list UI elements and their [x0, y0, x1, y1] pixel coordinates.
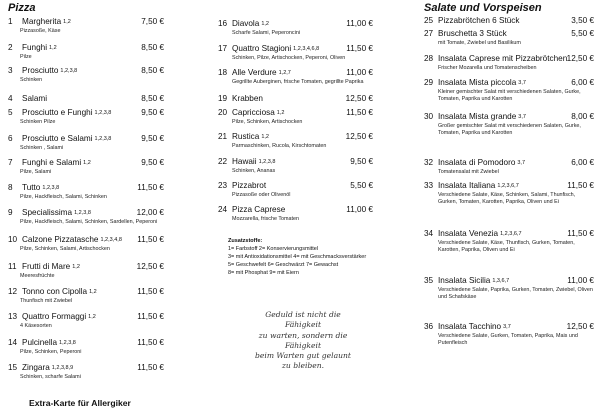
item-additive-codes: 1,2 [88, 314, 96, 320]
item-additive-codes: 1,2,3,8 [94, 136, 112, 142]
menu-item [8, 362, 164, 381]
menu-item-line [218, 204, 373, 216]
menu-item [218, 93, 373, 105]
item-price: 11,50 € [137, 312, 164, 321]
item-price: 9,50 € [141, 108, 164, 117]
item-additive-codes: 1,2,3,8 [258, 159, 276, 165]
item-name: Insalata Mista piccola [438, 78, 517, 87]
item-name: Pulcinella [22, 338, 58, 347]
item-name: Pizza Caprese [232, 205, 286, 214]
additive-line: 3= mit Antioxidationsmittel 4= mit Geschmacksverstärker [228, 254, 367, 260]
item-price: 11,00 € [346, 68, 373, 77]
item-price: 7,50 € [141, 17, 164, 26]
item-additive-codes: 1,2 [72, 264, 80, 270]
item-description: Verschiedene Salate, Käse, Schinken, Salami, Thunfisch, Gurken, Tomaten, Karotten, Paprika, Oliven und Ei [438, 192, 576, 205]
item-additive-codes: 1,2,3,6,7 [497, 183, 519, 189]
item-description: Mozzarella, frische Tomaten [232, 216, 300, 222]
menu-item [8, 337, 164, 356]
item-price: 6,00 € [571, 158, 594, 167]
item-price: 11,00 € [567, 276, 594, 285]
item-price: 11,50 € [346, 44, 373, 53]
menu-item-line [8, 337, 164, 349]
item-name: Quattro Stagioni [232, 44, 292, 53]
quote-line: Fähigkeit [284, 340, 322, 350]
menu-item-line [8, 234, 164, 246]
item-number: 5 [8, 108, 13, 117]
item-number: 21 [218, 132, 228, 141]
menu-item [424, 77, 594, 103]
item-description: Tomatensalat mit Zwiebel [438, 169, 499, 175]
item-name: Hawaii [232, 157, 257, 166]
item-description: Verschiedene Salate, Paprika, Gurken, Tomaten, Zwiebel, Oliven und Schafskäse [438, 287, 593, 300]
item-additive-codes: 3,7 [503, 324, 511, 330]
item-name: Insalata Tacchino [438, 322, 502, 331]
item-additive-codes: 1,2 [276, 110, 285, 116]
menu-item-line [424, 180, 594, 192]
item-price: 8,50 € [141, 43, 164, 52]
item-name: Margherita [22, 17, 62, 26]
quote-line: zu bleiben. [281, 361, 325, 371]
menu-item [424, 53, 594, 72]
item-name: Insalata Mista grande [438, 112, 517, 121]
item-additive-codes: 1,2,3,8 [60, 68, 78, 74]
item-number: 13 [8, 312, 18, 321]
item-additive-codes: 1,2,3,8 [59, 340, 76, 346]
item-additive-codes: 1,2,3,4,6,8 [293, 46, 320, 52]
item-additive-codes: 1,2 [261, 134, 269, 140]
menu-item-line [218, 180, 373, 192]
menu-item [8, 93, 164, 105]
menu-item [218, 18, 373, 37]
item-description: mit Tomate, Zwiebel und Basilikum [438, 40, 521, 46]
additive-line: 8= mit Phosphat 9= mit Eiern [228, 270, 299, 276]
salate-title: Salate und Vorspeisen [424, 2, 542, 14]
item-description: Schinken , Salami [20, 145, 64, 151]
menu-item-line [8, 182, 164, 194]
item-number: 28 [424, 54, 434, 63]
menu-item [8, 107, 164, 126]
item-number: 32 [424, 158, 434, 167]
item-number: 35 [424, 276, 434, 285]
item-description: Pilze, Schinken, Salami, Artischocken [20, 246, 110, 252]
item-number: 18 [218, 68, 228, 77]
item-price: 11,00 € [346, 19, 373, 28]
menu-item-line [424, 53, 594, 65]
item-number: 11 [8, 262, 17, 271]
item-name: Prosciutto e Funghi [22, 108, 93, 117]
menu-item [8, 65, 164, 84]
menu-item-line [218, 107, 373, 119]
item-price: 8,50 € [141, 66, 164, 75]
menu-item-line [8, 42, 164, 54]
item-description: Pilze, Salami [20, 169, 52, 175]
item-number: 1 [8, 17, 13, 26]
item-price: 8,00 € [571, 112, 594, 121]
item-price: 11,50 € [567, 181, 594, 190]
item-name: Insalata Venezia [438, 229, 499, 238]
quote [236, 310, 370, 372]
item-description: Thunfisch mit Zwiebel [20, 298, 73, 304]
menu-item [8, 311, 164, 330]
item-number: 7 [8, 158, 13, 167]
item-name: Rustica [232, 132, 260, 141]
item-price: 5,50 € [350, 181, 373, 190]
menu-item [424, 180, 594, 206]
item-price: 12,50 € [345, 132, 373, 141]
item-additive-codes: 1,2 [83, 160, 91, 166]
item-price: 3,50 € [571, 16, 594, 25]
item-description: 4 Käsesorten [20, 323, 52, 329]
item-description: Pizzasoße, Käse [20, 28, 61, 34]
item-additive-codes: 3,7 [518, 80, 526, 86]
quote-line: zu warten, sondern die [258, 330, 348, 340]
menu-item-line [218, 43, 373, 55]
item-name: Pizzabrötchen 6 Stück [438, 16, 520, 25]
menu-item [424, 111, 594, 137]
item-number: 33 [424, 181, 434, 190]
menu-item [8, 286, 164, 305]
item-name: Tutto [22, 183, 41, 192]
item-name: Prosciutto [22, 66, 59, 75]
pizza-title: Pizza [8, 2, 36, 14]
menu-item [8, 261, 164, 280]
item-additive-codes: 1,2,3,6,7 [500, 231, 522, 237]
item-additive-codes: 1,2 [49, 45, 57, 51]
item-name: Alle Verdure [232, 68, 277, 77]
menu-item [8, 207, 164, 226]
item-additive-codes: 1,2,7 [278, 70, 291, 76]
item-number: 8 [8, 183, 13, 192]
menu-item [8, 182, 164, 201]
item-name: Bruschetta 3 Stück [438, 29, 507, 38]
menu-item [218, 107, 373, 126]
item-additive-codes: 1,2 [89, 289, 97, 295]
additives-heading: Zusatzstoffe: [228, 238, 263, 244]
item-name: Calzone Pizzatasche [22, 235, 99, 244]
item-price: 12,50 € [566, 322, 594, 331]
menu-item-line [218, 18, 373, 30]
item-name: Tonno con Cipolla [22, 287, 88, 296]
item-description: Pilze, Schinken, Peperoni [20, 349, 82, 355]
item-description: Scharfe Salami, Peperoncini [232, 30, 301, 36]
item-number: 29 [424, 78, 434, 87]
menu-item-line [8, 286, 164, 298]
menu-item-line [8, 133, 164, 145]
item-name: Krabben [232, 94, 263, 103]
menu-item-line [8, 362, 164, 374]
item-description: Gegrillte Auberginen, frische Tomaten, gegrillte Paprika [232, 79, 364, 85]
item-name: Salami [22, 94, 48, 103]
item-price: 11,50 € [137, 338, 164, 347]
item-price: 9,50 € [141, 134, 164, 143]
additives-legend [228, 237, 378, 277]
menu-item-line [8, 16, 164, 28]
item-number: 10 [8, 235, 18, 244]
menu-item-line [218, 131, 373, 143]
item-description: Kleiner gemischter Salat mit verschiedenen Salaten, Gurke, Tomaten, Paprika und Karotten [438, 89, 581, 102]
additive-line: 1= Farbstoff 2= Konservierungsmittel [228, 246, 319, 252]
item-number: 20 [218, 108, 228, 117]
item-price: 11,50 € [346, 108, 373, 117]
menu-item-line [8, 157, 164, 169]
item-description: Schinken, scharfe Salami [20, 374, 81, 380]
item-price: 6,00 € [571, 78, 594, 87]
menu-item [218, 180, 373, 199]
menu-item-line [8, 107, 164, 119]
item-description: Meeresfrüchte [20, 273, 55, 279]
menu-item-line [8, 65, 164, 77]
menu-item [8, 157, 164, 176]
item-number: 6 [8, 134, 13, 143]
item-price: 11,50 € [137, 183, 164, 192]
item-price: 9,50 € [350, 157, 373, 166]
item-price: 11,00 € [346, 205, 373, 214]
item-description: Schinken [20, 77, 43, 83]
item-description: Verschiedene Salate, Gurken, Tomaten, Paprika, Mais und Putenfleisch [438, 333, 578, 346]
menu-item [8, 16, 164, 35]
item-number: 4 [8, 94, 13, 103]
item-number: 14 [8, 338, 18, 347]
item-price: 12,50 € [345, 94, 373, 103]
item-number: 2 [8, 43, 13, 52]
item-description: Pilze [20, 54, 32, 60]
menu-item [424, 15, 594, 27]
item-price: 11,50 € [137, 287, 164, 296]
item-number: 30 [424, 112, 434, 121]
quote-line: Fähigkeit [284, 320, 322, 330]
item-price: 5,50 € [571, 29, 594, 38]
menu-item-line [424, 321, 594, 333]
item-name: Funghi e Salami [22, 158, 82, 167]
item-description: Schinken, Ananas [232, 168, 276, 174]
item-price: 12,50 € [566, 54, 594, 63]
menu-item-line [424, 77, 594, 89]
menu-item [218, 204, 373, 223]
menu-item-line [8, 207, 164, 219]
menu-item [424, 321, 594, 347]
item-price: 12,50 € [136, 262, 164, 271]
item-number: 34 [424, 229, 434, 238]
menu-item [8, 234, 164, 253]
menu-item [8, 42, 164, 61]
item-name: Capricciosa [232, 108, 275, 117]
item-additive-codes: 1,2,3,8 [42, 185, 60, 191]
item-additive-codes: 1,2,3,8 [94, 110, 112, 116]
item-additive-codes: 1,3,6,7 [492, 278, 510, 284]
item-description: Frischer Mozarella und Tomatenscheiben [438, 65, 537, 71]
item-additive-codes: 1,2,3,8 [74, 210, 91, 216]
item-name: Insalata Caprese mit Pizzabrötchen [438, 54, 568, 63]
menu-item-line [424, 15, 594, 27]
item-name: Frutti di Mare [22, 262, 71, 271]
item-description: Pilze, Hackfleisch, Salami, Schinken, Sardellen, Peperoni [20, 219, 158, 225]
item-name: Zingara [22, 363, 50, 372]
item-price: 11,50 € [137, 235, 164, 244]
item-number: 25 [424, 16, 434, 25]
menu-item [218, 156, 373, 175]
item-additive-codes: 1,2 [261, 21, 269, 27]
item-name: Specialissima [22, 208, 73, 217]
item-additive-codes: 3,7 [517, 160, 526, 166]
item-description: Großer gemischter Salat mit verschiedenen Salaten, Gurke, Tomaten, Paprika und Karotten [438, 123, 581, 136]
item-number: 22 [218, 157, 228, 166]
item-number: 19 [218, 94, 228, 103]
menu-item [424, 28, 594, 47]
menu-item [218, 131, 373, 150]
item-name: Quattro Formaggi [22, 312, 87, 321]
item-description: Pilze, Schinken, Artischocken [232, 119, 303, 125]
allergy-menu-note: Extra-Karte für Allergiker [29, 398, 131, 408]
menu-item-line [424, 275, 594, 287]
item-number: 17 [218, 44, 228, 53]
item-price: 11,50 € [137, 363, 164, 372]
item-number: 3 [8, 66, 13, 75]
item-name: Diavola [232, 19, 260, 28]
item-description: Schinken, Pilze, Artischocken, Peperoni, Oliven [232, 55, 346, 61]
item-number: 36 [424, 322, 434, 331]
item-number: 16 [218, 19, 228, 28]
item-price: 9,50 € [141, 158, 164, 167]
item-name: Insalata Sicilia [438, 276, 491, 285]
menu-item-line [424, 28, 594, 40]
item-number: 15 [8, 363, 18, 372]
menu-item [424, 228, 594, 254]
menu-item-line [424, 228, 594, 240]
item-description: Parmaschinken, Rucola, Kirschtomaten [232, 143, 327, 149]
item-number: 9 [8, 208, 13, 217]
menu-item-line [424, 157, 594, 169]
menu-item-line [218, 93, 373, 105]
item-name: Prosciutto e Salami [22, 134, 93, 143]
item-number: 23 [218, 181, 228, 190]
item-additive-codes: 1,2,3,4,8 [100, 237, 122, 243]
item-price: 11,50 € [567, 229, 594, 238]
item-description: Pilze, Hackfleisch, Salami, Schinken [20, 194, 107, 200]
menu-item-line [218, 67, 373, 79]
quote-line: beim Warten gut gelaunt [255, 351, 351, 361]
item-additive-codes: 1,2,3,8,9 [51, 365, 74, 371]
item-name: Funghi [22, 43, 48, 52]
item-description: Pizzasoße oder Olivenöl [232, 192, 291, 198]
item-description: Schinken Pilze [20, 119, 56, 125]
menu-item [218, 67, 373, 86]
item-name: Pizzabrot [232, 181, 267, 190]
item-name: Insalata Italiana [438, 181, 496, 190]
item-name: Insalata di Pomodoro [438, 158, 516, 167]
additive-line: 5= Geschwefelt 6= Geschwärzt 7= Gewachst [228, 262, 339, 268]
menu-item-line [8, 261, 164, 273]
menu-item-line [424, 111, 594, 123]
item-description: Verschiedene Salate, Käse, Thunfisch, Gurken, Tomaten, Karotten, Paprika, Oliven und Ei [438, 240, 575, 253]
item-number: 12 [8, 287, 18, 296]
item-number: 27 [424, 29, 434, 38]
menu-item-line [8, 311, 164, 323]
menu-item-line [218, 156, 373, 168]
menu-item-line [8, 93, 164, 105]
menu-item [424, 157, 594, 176]
item-price: 8,50 € [141, 94, 164, 103]
quote-line: Geduld ist nicht die [265, 310, 341, 319]
item-additive-codes: 3,7 [518, 114, 526, 120]
menu-item [8, 133, 164, 152]
menu-item [424, 275, 594, 301]
item-additive-codes: 1,2 [63, 19, 71, 25]
menu-item [218, 43, 373, 62]
item-price: 12,00 € [136, 208, 164, 217]
item-number: 24 [218, 205, 228, 214]
